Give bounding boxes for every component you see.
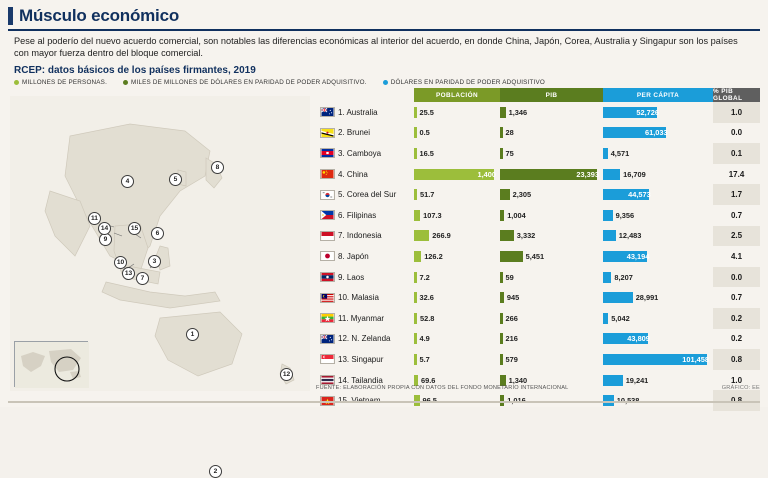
table-row (316, 246, 760, 267)
cell-flag (316, 251, 338, 261)
cell-country-name: 4. China (338, 170, 414, 179)
bar-pib (500, 127, 503, 138)
bar-percapita (603, 148, 608, 159)
cell-percapita (603, 102, 713, 123)
bar-poblacion (414, 375, 418, 386)
map-pin: 5 (169, 173, 182, 186)
cell-poblacion (414, 349, 500, 370)
value-poblacion: 266.9 (432, 231, 451, 240)
value-percapita: 61,033 (645, 128, 668, 137)
bar-pib (500, 292, 504, 303)
cell-poblacion (414, 226, 500, 247)
value-percapita: 5,042 (611, 314, 630, 323)
title-accent-bar (8, 7, 13, 25)
legend-dot-pib (123, 80, 128, 85)
bar-pib (500, 148, 503, 159)
cell-pib (500, 123, 603, 144)
value-pib: 1,340 (509, 376, 528, 385)
cell-percapita (603, 184, 713, 205)
value-percapita: 8,207 (614, 273, 633, 282)
cell-poblacion (414, 184, 500, 205)
cell-country-name: 2. Brunei (338, 128, 414, 137)
cell-pib (500, 329, 603, 350)
cell-percapita (603, 267, 713, 288)
table-row (316, 123, 760, 144)
map-pin: 8 (211, 161, 224, 174)
cell-pib (500, 205, 603, 226)
bar-pib (500, 375, 506, 386)
map-pin: 1 (186, 328, 199, 341)
cell-flag (316, 128, 338, 138)
bar-pib (500, 272, 503, 283)
value-pib: 1,004 (507, 211, 526, 220)
world-map-mini (15, 342, 89, 388)
cell-poblacion (414, 102, 500, 123)
value-poblacion: 69.6 (421, 376, 435, 385)
bar-percapita (603, 313, 608, 324)
country-flag-icon (320, 251, 335, 261)
cell-pib (500, 184, 603, 205)
map-pin: 12 (280, 368, 293, 381)
value-pib: 75 (506, 149, 514, 158)
table-row (316, 226, 760, 247)
value-poblacion: 1,400 (478, 170, 497, 179)
legend-dot-poblacion (14, 80, 19, 85)
legend-item-pib (123, 79, 367, 86)
column-header-poblacion: POBLACIÓN (414, 88, 500, 102)
cell-country-name: 7. Indonesia (338, 231, 414, 240)
cell-flag (316, 293, 338, 303)
cell-pib-global: 0.7 (713, 287, 760, 308)
bar-pib (500, 251, 523, 262)
cell-country-name: 1. Australia (338, 108, 414, 117)
bar-percapita (603, 169, 620, 180)
cell-poblacion (414, 123, 500, 144)
cell-poblacion (414, 205, 500, 226)
cell-country-name: 6. Filipinas (338, 211, 414, 220)
bar-poblacion (414, 313, 417, 324)
cell-flag (316, 231, 338, 241)
bar-percapita (603, 210, 613, 221)
cell-pib-global: 0.8 (713, 349, 760, 370)
value-poblacion: 25.5 (420, 108, 434, 117)
cell-pib-global: 1.7 (713, 184, 760, 205)
value-percapita: 16,709 (623, 170, 646, 179)
cell-pib-global: 0.7 (713, 205, 760, 226)
value-pib: 2,305 (513, 190, 532, 199)
value-pib: 28 (506, 128, 514, 137)
value-poblacion: 126.2 (424, 252, 443, 261)
cell-pib (500, 143, 603, 164)
cell-pib (500, 226, 603, 247)
title-bar (0, 0, 768, 26)
map-pin: 15 (128, 222, 141, 235)
value-percapita: 43,809 (627, 334, 650, 343)
cell-pib-global: 1.0 (713, 102, 760, 123)
value-percapita: 19,241 (626, 376, 649, 385)
table-row (316, 308, 760, 329)
cell-pib (500, 164, 603, 185)
value-poblacion: 52.8 (420, 314, 434, 323)
cell-poblacion (414, 287, 500, 308)
cell-flag (316, 210, 338, 220)
country-flag-icon (320, 334, 335, 344)
table-row (316, 102, 760, 123)
cell-percapita (603, 349, 713, 370)
bar-percapita (603, 375, 623, 386)
bar-poblacion (414, 210, 420, 221)
cell-poblacion (414, 329, 500, 350)
cell-poblacion (414, 164, 500, 185)
cell-flag (316, 190, 338, 200)
legend-label-percapita: DÓLARES EN PARIDAD DE PODER ADQUISITIVO (391, 79, 545, 86)
cell-pib (500, 267, 603, 288)
source-note: FUENTE: ELABORACIÓN PROPIA CON DATOS DEL FONDO MONETARIO INTERNACIONAL (316, 385, 569, 391)
country-flag-icon (320, 169, 335, 179)
value-poblacion: 5.7 (420, 355, 430, 364)
country-flag-icon (320, 354, 335, 364)
bar-pib (500, 107, 506, 118)
cell-pib-global: 0.0 (713, 267, 760, 288)
table-row (316, 205, 760, 226)
cell-percapita (603, 226, 713, 247)
cell-country-name: 14. Tailandia (338, 376, 414, 385)
bar-pib (500, 313, 503, 324)
cell-percapita (603, 123, 713, 144)
country-flag-icon (320, 210, 335, 220)
column-header-pibglobal: % PIB GLOBAL (713, 88, 760, 102)
value-percapita: 4,571 (611, 149, 630, 158)
cell-percapita (603, 246, 713, 267)
map-pin: 4 (121, 175, 134, 188)
bar-poblacion (414, 272, 417, 283)
value-pib: 23,393 (576, 170, 599, 179)
footer (316, 385, 760, 391)
data-table (316, 88, 760, 411)
bar-poblacion (414, 107, 417, 118)
cell-pib-global: 1.0 (713, 370, 760, 391)
bar-pib (500, 210, 504, 221)
cell-pib-global: 0.1 (713, 143, 760, 164)
column-header-percapita: PER CÁPITA (603, 88, 713, 102)
map-pin: 6 (151, 227, 164, 240)
table-row (316, 164, 760, 185)
country-flag-icon (320, 128, 335, 138)
country-flag-icon (320, 313, 335, 323)
map-pin: 10 (114, 256, 127, 269)
legend (0, 76, 768, 86)
cell-country-name: 8. Japón (338, 252, 414, 261)
cell-pib (500, 246, 603, 267)
cell-pib-global: 17.4 (713, 164, 760, 185)
country-flag-icon (320, 375, 335, 385)
value-percapita: 44,573 (628, 190, 651, 199)
value-percapita: 43,194 (627, 252, 650, 261)
country-flag-icon (320, 293, 335, 303)
value-percapita: 12,483 (619, 231, 642, 240)
map-pin: 2 (209, 465, 222, 478)
value-poblacion: 16.5 (420, 149, 434, 158)
value-poblacion: 51.7 (420, 190, 434, 199)
bar-percapita (603, 292, 633, 303)
credit-note: GRÁFICO: EE (722, 385, 760, 391)
value-poblacion: 32.6 (420, 293, 434, 302)
value-pib: 3,332 (517, 231, 536, 240)
cell-percapita (603, 329, 713, 350)
bar-poblacion (414, 354, 417, 365)
bar-poblacion (414, 127, 417, 138)
map-pin: 3 (148, 255, 161, 268)
page-title: Músculo económico (19, 6, 179, 26)
cell-flag (316, 334, 338, 344)
cell-pib-global: 4.1 (713, 246, 760, 267)
cell-country-name: 12. N. Zelanda (338, 334, 414, 343)
cell-percapita (603, 308, 713, 329)
cell-country-name: 13. Singapur (338, 355, 414, 364)
value-poblacion: 0.5 (420, 128, 430, 137)
header-spacer (316, 88, 414, 102)
bar-poblacion (414, 230, 429, 241)
world-locator-inset (14, 341, 88, 387)
table-header-row (316, 88, 760, 102)
cell-flag (316, 272, 338, 282)
cell-country-name: 3. Camboya (338, 149, 414, 158)
bar-percapita (603, 230, 616, 241)
value-pib: 5,451 (526, 252, 545, 261)
map-pin: 7 (136, 272, 149, 285)
cell-pib (500, 287, 603, 308)
cell-poblacion (414, 246, 500, 267)
column-header-pib: PIB (500, 88, 603, 102)
cell-country-name: 11. Myanmar (338, 314, 414, 323)
country-flag-icon (320, 107, 335, 117)
legend-label-poblacion: MILLONES DE PERSONAS. (22, 79, 107, 86)
legend-dot-percapita (383, 80, 388, 85)
cell-pib-global: 2.5 (713, 226, 760, 247)
value-percapita: 52,726 (636, 108, 659, 117)
deck-text: Pese al poderío del nuevo acuerdo comercial, son notables las diferencias económicas al interior del acuerdo, en donde China, Japón, Corea, Australia y Singapur son los países con mayor fuerza dentro del bloque comercial. (0, 31, 768, 59)
bar-pib (500, 230, 514, 241)
table-row (316, 184, 760, 205)
country-flag-icon (320, 190, 335, 200)
cell-country-name: 5. Corea del Sur (338, 190, 414, 199)
cell-flag (316, 169, 338, 179)
cell-flag (316, 313, 338, 323)
cell-percapita (603, 287, 713, 308)
cell-pib (500, 349, 603, 370)
bar-percapita (603, 272, 611, 283)
bottom-divider (8, 401, 760, 403)
cell-flag (316, 375, 338, 385)
country-flag-icon (320, 231, 335, 241)
value-pib: 216 (506, 334, 518, 343)
cell-percapita (603, 164, 713, 185)
value-percapita: 28,991 (636, 293, 659, 302)
cell-poblacion (414, 143, 500, 164)
bar-pib (500, 333, 503, 344)
value-percapita: 101,458 (682, 355, 709, 364)
cell-country-name: 9. Laos (338, 273, 414, 282)
value-pib: 579 (506, 355, 518, 364)
bar-poblacion (414, 251, 421, 262)
region-map (10, 96, 310, 391)
country-flag-icon (320, 272, 335, 282)
cell-flag (316, 354, 338, 364)
cell-flag (316, 107, 338, 117)
map-pin: 11 (88, 212, 101, 225)
cell-poblacion (414, 267, 500, 288)
cell-percapita (603, 143, 713, 164)
value-poblacion: 107.3 (423, 211, 442, 220)
value-pib: 266 (506, 314, 518, 323)
country-flag-icon (320, 148, 335, 158)
map-pin: 9 (99, 233, 112, 246)
value-pib: 945 (507, 293, 519, 302)
cell-pib-global: 0.2 (713, 329, 760, 350)
bar-poblacion (414, 333, 417, 344)
cell-percapita (603, 205, 713, 226)
value-poblacion: 4.9 (420, 334, 430, 343)
bar-poblacion (414, 148, 417, 159)
chart-subtitle: RCEP: datos básicos de los países firmantes, 2019 (0, 59, 768, 76)
cell-pib-global: 0.0 (713, 123, 760, 144)
cell-pib (500, 308, 603, 329)
table-row (316, 267, 760, 288)
bar-poblacion (414, 189, 417, 200)
bar-poblacion (414, 292, 417, 303)
table-body (316, 102, 760, 411)
bar-pib (500, 354, 503, 365)
cell-pib-global: 0.2 (713, 308, 760, 329)
table-row (316, 287, 760, 308)
value-pib: 59 (506, 273, 514, 282)
legend-item-percapita (383, 79, 545, 86)
value-poblacion: 7.2 (420, 273, 430, 282)
cell-pib (500, 102, 603, 123)
map-pin: 14 (98, 222, 111, 235)
cell-poblacion (414, 308, 500, 329)
table-row (316, 349, 760, 370)
table-row (316, 329, 760, 350)
value-pib: 1,346 (509, 108, 528, 117)
legend-label-pib: MILES DE MILLONES DE DÓLARES EN PARIDAD DE PODER ADQUISITIVO. (131, 79, 367, 86)
cell-flag (316, 148, 338, 158)
value-percapita: 9,356 (616, 211, 635, 220)
cell-country-name: 10. Malasia (338, 293, 414, 302)
legend-item-poblacion (14, 79, 107, 86)
map-pin: 13 (122, 267, 135, 280)
table-row (316, 143, 760, 164)
bar-pib (500, 189, 510, 200)
